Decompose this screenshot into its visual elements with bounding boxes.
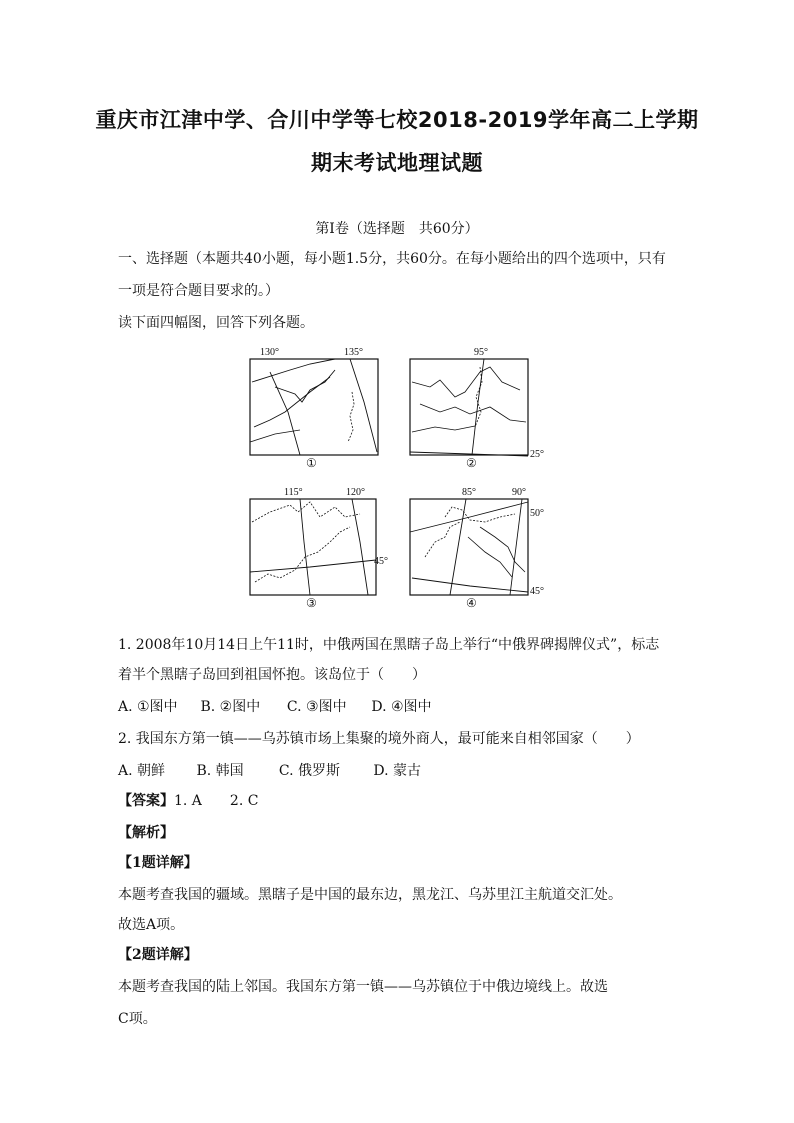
map-4-lat-bottom: 45° bbox=[530, 586, 544, 597]
map-3-lon-left: 115° bbox=[284, 487, 303, 498]
q2-detail-text1: 本题考查我国的陆上邻国。我国东方第一镇——乌苏镇位于中俄边境线上。故选 bbox=[118, 979, 608, 995]
option-1b: B. ②图中 bbox=[200, 699, 261, 715]
question-intro: 读下面四幅图，回答下列各题。 bbox=[118, 315, 314, 331]
answer-label: 【答案】 bbox=[118, 793, 174, 809]
document-title-line2: 期末考试地理试题 bbox=[311, 151, 483, 175]
answer-line bbox=[118, 790, 258, 810]
map-4 bbox=[410, 487, 544, 610]
map-1 bbox=[250, 347, 378, 470]
part1-instructions-line1: 一、选择题（本题共40小题，每小题1.5分，共60分。在每小题给出的四个选项中，只有 bbox=[118, 251, 666, 267]
map-3-lat: 45° bbox=[374, 556, 388, 567]
analysis-label: 【解析】 bbox=[118, 825, 174, 841]
question-2-line1: 2. 我国东方第一镇——乌苏镇市场上集聚的境外商人，最可能来自相邻国家（ ） bbox=[118, 731, 640, 747]
option-2b: B. 韩国 bbox=[196, 763, 244, 779]
option-1c: C. ③图中 bbox=[286, 699, 347, 715]
q1-detail-label: 【1题详解】 bbox=[118, 855, 198, 871]
question-2-options bbox=[118, 760, 421, 780]
option-2a: A. 朝鲜 bbox=[118, 763, 166, 779]
map-2-lon-top: 95° bbox=[474, 347, 488, 358]
option-2c: C. 俄罗斯 bbox=[278, 763, 341, 779]
option-1a: A. ①图中 bbox=[118, 699, 178, 715]
map-4-label: ④ bbox=[466, 596, 477, 610]
map-2-label: ② bbox=[466, 456, 477, 470]
part1-instructions-line2: 一项是符合题目要求的。） bbox=[118, 283, 279, 299]
section-header: 第Ⅰ卷（选择题 共60分） bbox=[315, 221, 479, 237]
answer-text: 1. A 2. C bbox=[174, 793, 259, 809]
map-3-label: ③ bbox=[306, 596, 317, 610]
map-2-lat: 25° bbox=[530, 449, 544, 460]
question-1-line2: 着半个黑瞎子岛回到祖国怀抱。该岛位于（ ） bbox=[118, 667, 426, 683]
document-title-line1: 重庆市江津中学、合川中学等七校2018-2019学年高二上学期 bbox=[95, 108, 699, 132]
map-2 bbox=[410, 347, 544, 470]
map-3 bbox=[250, 487, 388, 610]
map-4-lon-left: 85° bbox=[462, 487, 476, 498]
map-1-lon-left: 130° bbox=[260, 347, 279, 358]
map-4-lat-top: 50° bbox=[530, 508, 544, 519]
option-2d: D. 蒙古 bbox=[373, 763, 421, 779]
map-1-lon-right: 135° bbox=[344, 347, 363, 358]
four-maps-figure bbox=[240, 342, 560, 622]
map-1-label: ① bbox=[306, 456, 317, 470]
q2-detail-label: 【2题详解】 bbox=[118, 947, 198, 963]
map-4-lon-right: 90° bbox=[512, 487, 526, 498]
option-1d: D. ④图中 bbox=[371, 699, 432, 715]
q1-conclusion: 故选A项。 bbox=[118, 917, 185, 933]
map-3-lon-right: 120° bbox=[346, 487, 365, 498]
question-1-line1: 1. 2008年10月14日上午11时，中俄两国在黑瞎子岛上举行“中俄界碑揭牌仪式”，标志 bbox=[118, 637, 660, 653]
question-1-options bbox=[118, 696, 432, 716]
q1-detail-text: 本题考查我国的疆域。黑瞎子是中国的最东边，黑龙江、乌苏里江主航道交汇处。 bbox=[118, 887, 622, 903]
q2-detail-text2: C项。 bbox=[118, 1011, 157, 1027]
